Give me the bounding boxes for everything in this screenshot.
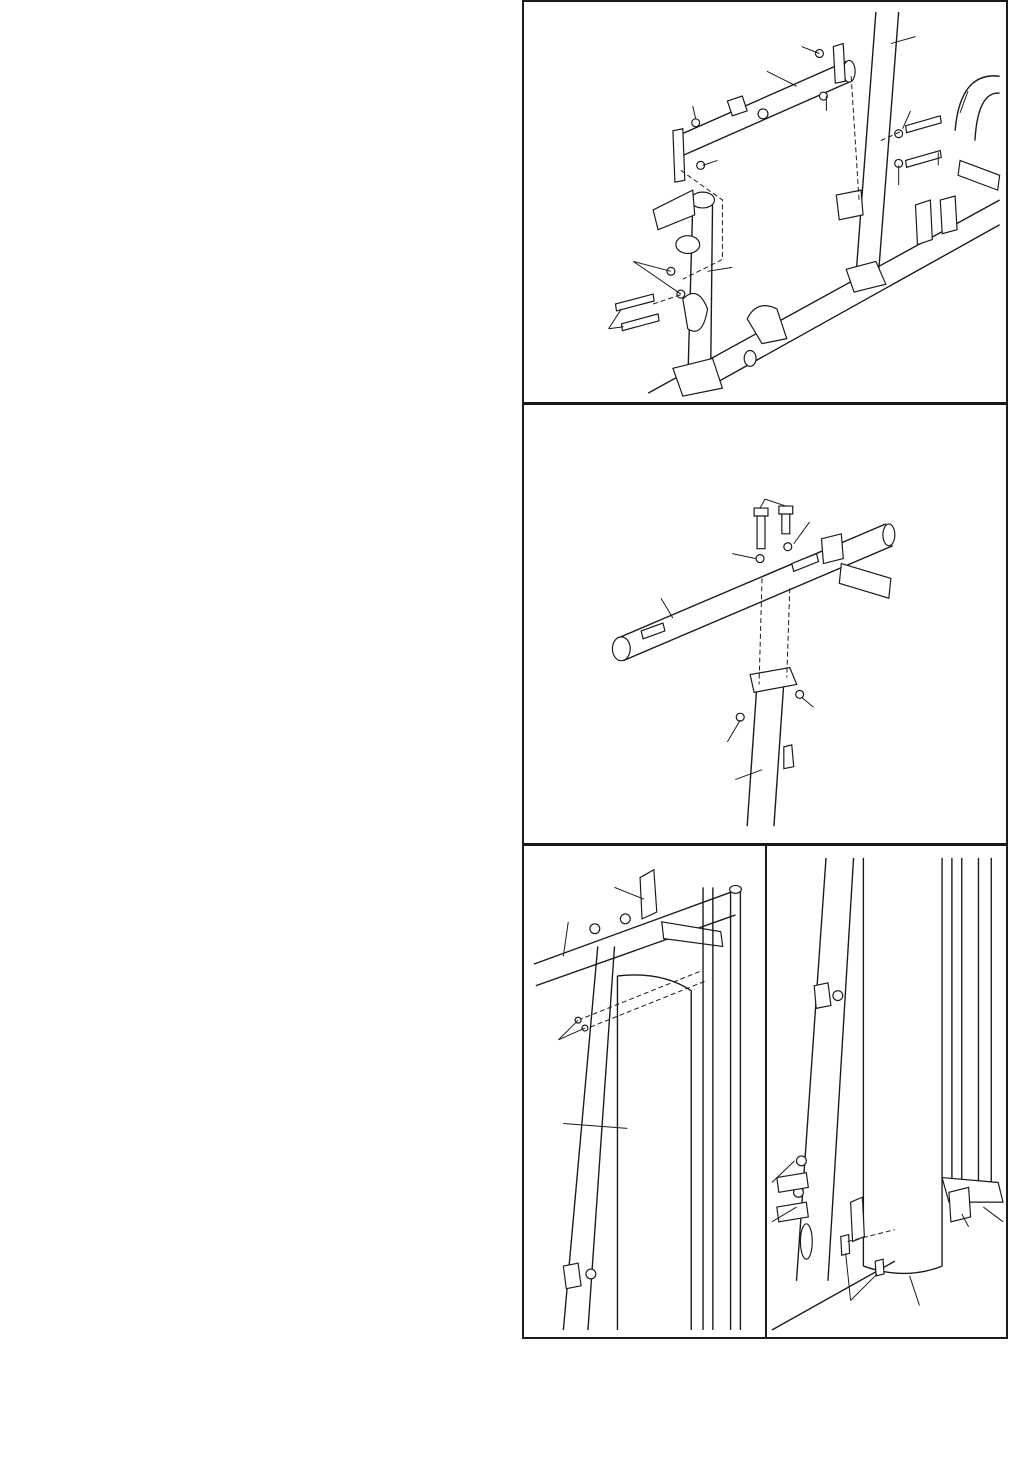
crossbar-side-plate xyxy=(662,922,723,947)
leader-post xyxy=(735,770,762,780)
post-nut-upper xyxy=(833,991,843,1001)
washer-right xyxy=(784,543,792,551)
frame-assembly-drawing xyxy=(524,2,1006,402)
base-bracket-1 xyxy=(915,200,932,245)
leader-washer xyxy=(732,554,756,559)
right-upright-edge-1 xyxy=(856,12,876,274)
leader-nut-left xyxy=(727,720,740,742)
leader-2 xyxy=(767,71,797,86)
assembly-guide-1 xyxy=(578,971,701,1020)
nut-3 xyxy=(692,119,700,127)
rod-bracket xyxy=(949,1187,971,1221)
crossbar-nut-2 xyxy=(590,924,600,934)
post-top-bracket xyxy=(750,668,797,693)
seat-tube-cap xyxy=(744,351,756,367)
alignment-guide-right xyxy=(787,588,790,677)
assembly-guide-1 xyxy=(681,170,723,279)
post-side-tab xyxy=(784,745,794,769)
post-edge-left xyxy=(747,682,757,826)
leader-4 xyxy=(558,1028,585,1040)
crossbar-end-left xyxy=(612,637,630,661)
washer-left xyxy=(756,555,764,563)
left-upright-edge-2 xyxy=(711,205,713,383)
post-tab-upper xyxy=(814,983,831,1009)
base-rail-rear xyxy=(698,225,1000,393)
leader-3 xyxy=(846,1253,851,1300)
post-nut-1 xyxy=(797,1156,807,1166)
left-upright-foot xyxy=(673,358,723,396)
diagram-panel-frame-assembly xyxy=(522,0,1008,404)
assembly-guide-2 xyxy=(583,981,706,1030)
bolt-2 xyxy=(906,151,942,168)
bolt-left-head xyxy=(754,508,768,516)
leader-3 xyxy=(558,1020,578,1040)
crossbar-slot-left xyxy=(641,623,665,639)
pulley-wheel xyxy=(683,293,708,331)
bolt-2 xyxy=(875,1259,884,1276)
leader-3 xyxy=(891,37,916,44)
nut-right xyxy=(796,690,804,698)
base-bracket-2 xyxy=(940,196,957,234)
pivot-sleeve xyxy=(676,236,700,254)
leader-bolt-a xyxy=(760,499,765,508)
post-edge-right xyxy=(774,682,784,826)
leader-9 xyxy=(633,261,681,294)
leader-washer-right xyxy=(794,522,810,544)
left-upright-bracket xyxy=(653,190,695,230)
leader-7 xyxy=(983,1207,1003,1222)
upright-right-drawing xyxy=(767,846,1006,1337)
crossbar-right-bracket xyxy=(833,44,845,84)
post-edge-right xyxy=(828,858,854,1281)
seat-pad-bracket xyxy=(747,306,787,344)
nut-left xyxy=(736,713,744,721)
bolt-1 xyxy=(906,116,942,133)
bolt-right-head xyxy=(779,506,793,514)
leader-5 xyxy=(910,1276,920,1306)
shroud-outer xyxy=(617,975,691,1330)
post-slot xyxy=(800,1224,812,1259)
crossbar-left-bracket xyxy=(673,129,685,182)
leader-1 xyxy=(614,887,644,899)
diagram-panel-upright-left xyxy=(522,844,767,1339)
leader-5 xyxy=(693,106,696,119)
crossbar-nut-1 xyxy=(620,914,630,924)
leader-nut-right xyxy=(802,697,814,707)
alignment-guide-left xyxy=(759,578,762,684)
leader-bolt-b xyxy=(765,499,786,506)
curved-tube-inner xyxy=(975,93,1000,141)
washer-2 xyxy=(582,1025,588,1031)
diagram-panel-upright-right xyxy=(765,844,1008,1339)
upright-left-drawing xyxy=(524,846,765,1337)
post-nut xyxy=(586,1269,596,1279)
leader-2 xyxy=(563,922,568,956)
guide-rod-cap xyxy=(730,885,742,893)
diagram-panel-crossbar-assembly xyxy=(522,403,1008,845)
leader-8 xyxy=(633,261,671,271)
washer-2 xyxy=(677,290,685,298)
post-tab xyxy=(563,1263,581,1289)
bracket-1 xyxy=(777,1173,808,1193)
shroud-bracket xyxy=(851,1197,865,1241)
bolt-left xyxy=(757,514,765,549)
assembly-guide-3 xyxy=(653,294,683,304)
leader-10 xyxy=(609,309,622,329)
leader-11 xyxy=(609,327,624,329)
bracket-2 xyxy=(777,1202,808,1222)
crossbar-bracket xyxy=(821,534,843,564)
bolt-3 xyxy=(615,294,654,311)
bolt-4 xyxy=(621,314,659,331)
crossbar-end-right xyxy=(883,524,895,546)
right-upright-bracket xyxy=(836,190,863,220)
bolt-1 xyxy=(841,1235,850,1256)
crossbar-assembly-drawing xyxy=(524,405,1006,843)
bolt-right xyxy=(782,512,790,534)
crossbar-bracket xyxy=(640,870,657,919)
leader-crossbar xyxy=(661,598,673,618)
assembly-guide-2 xyxy=(851,76,859,200)
curved-tube-bracket xyxy=(958,160,1000,190)
crossbar-hole-nut xyxy=(758,109,768,119)
washer-1 xyxy=(667,267,675,275)
crossbar-side-plate xyxy=(839,564,891,599)
crossbar-slot-center xyxy=(792,554,819,572)
leader-6 xyxy=(703,160,718,165)
